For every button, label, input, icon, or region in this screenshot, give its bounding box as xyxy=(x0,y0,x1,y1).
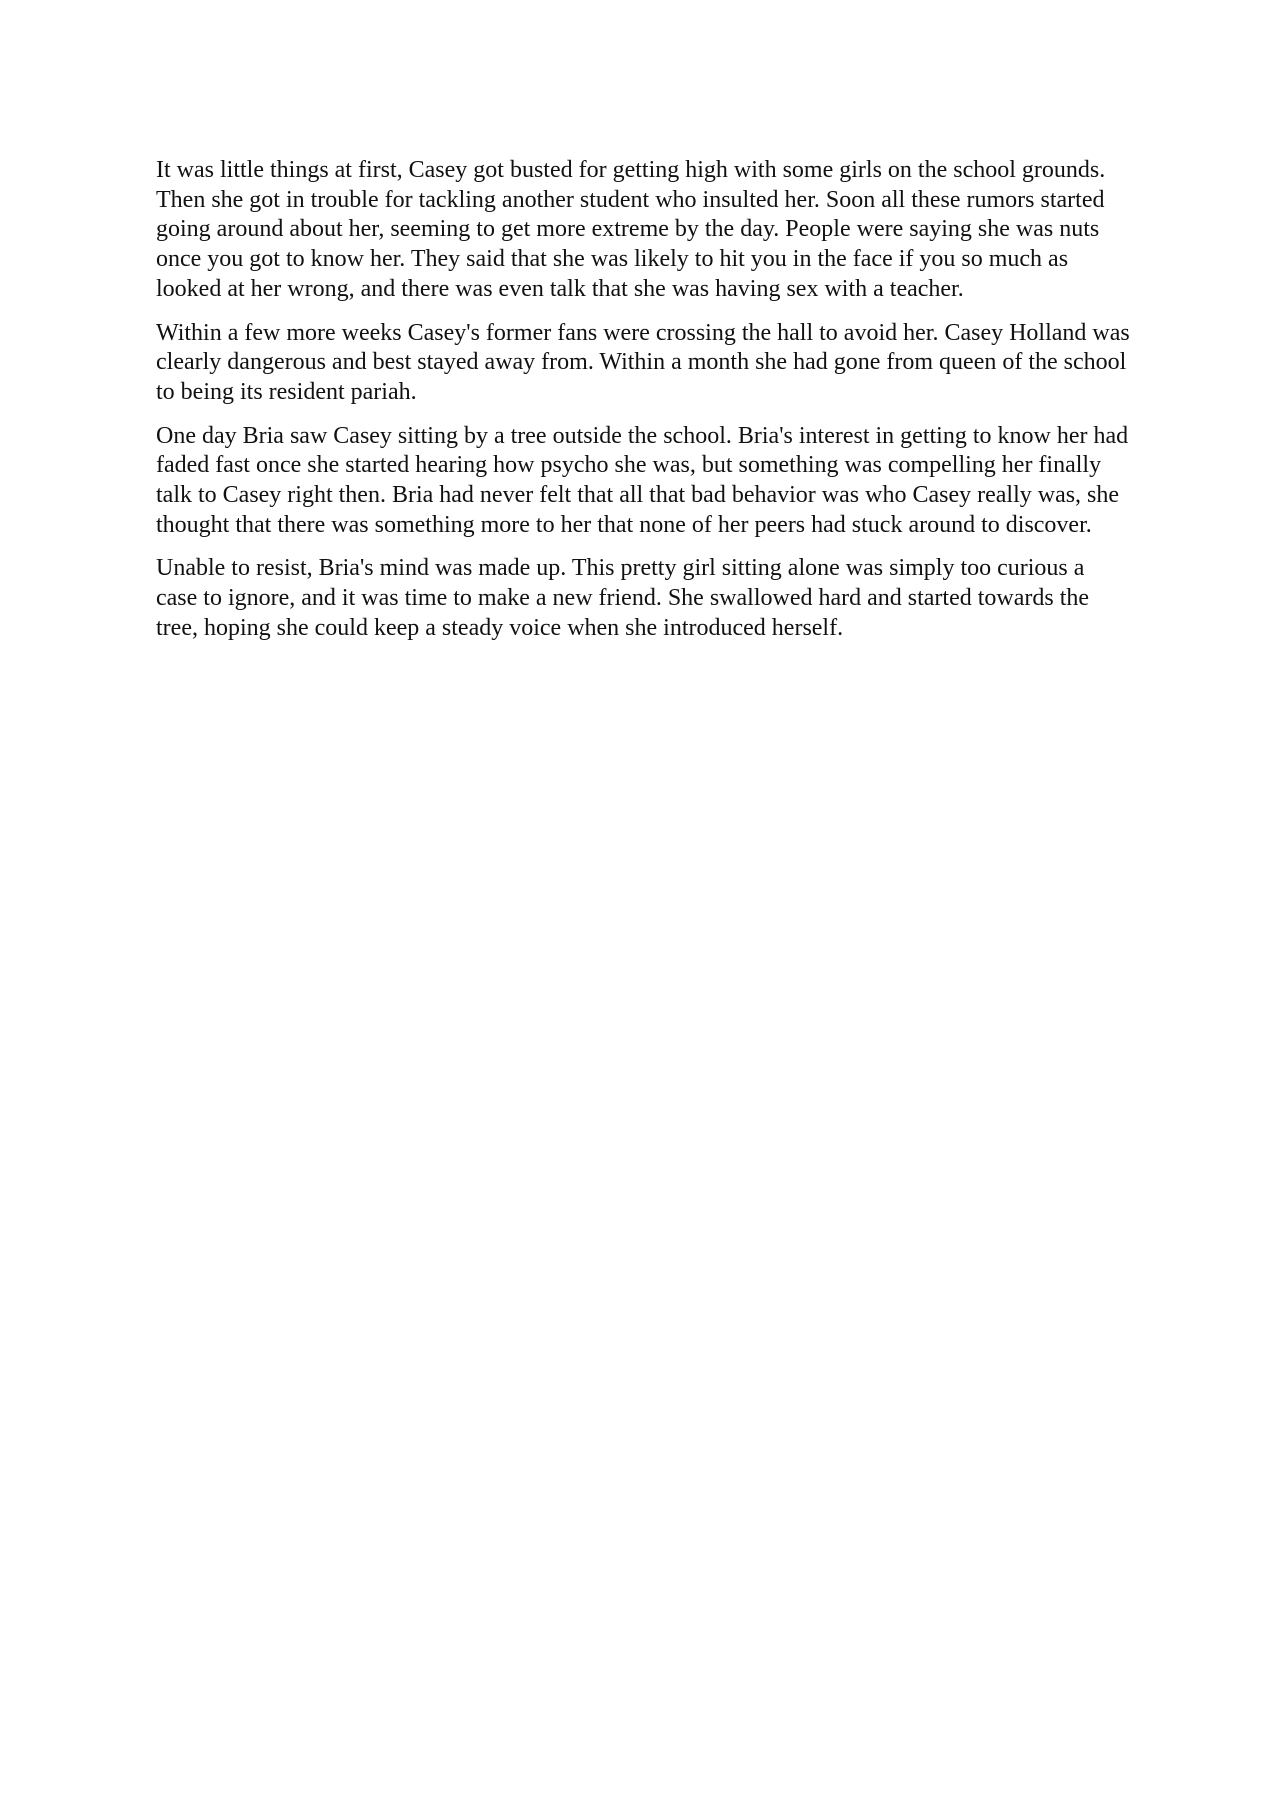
paragraph-2: Within a few more weeks Casey's former fans were crossing the hall to avoid her. Casey Holland was clearly dangerous and best stayed away from. Within a month she had gone from queen of the school to being its resident pariah. xyxy=(156,319,1130,405)
document-body xyxy=(156,156,1131,658)
paragraph-3: One day Bria saw Casey sitting by a tree outside the school. Bria's interest in getting to know her had faded fast once she started hearing how psycho she was, but something was compelling her finally talk to Casey right then. Bria had never felt that all that bad behavior was who Casey really was, she thought that there was something more to her that none of her peers had stuck around to discover. xyxy=(156,422,1129,538)
paragraph-1: It was little things at first, Casey got busted for getting high with some girls on the school grounds. Then she got in trouble for tackling another student who insulted her. Soon all these rumors started going around about her, seeming to get more extreme by the day. People were saying she was nuts once you got to know her. They said that she was likely to hit you in the face if you so much as looked at her wrong, and there was even talk that she was having sex with a teacher. xyxy=(156,157,1106,302)
paragraph-4: Unable to resist, Bria's mind was made up. This pretty girl sitting alone was simply too curious a case to ignore, and it was time to make a new friend. She swallowed hard and started towards the tree, hoping she could keep a steady voice when she introduced herself. xyxy=(156,555,1090,641)
